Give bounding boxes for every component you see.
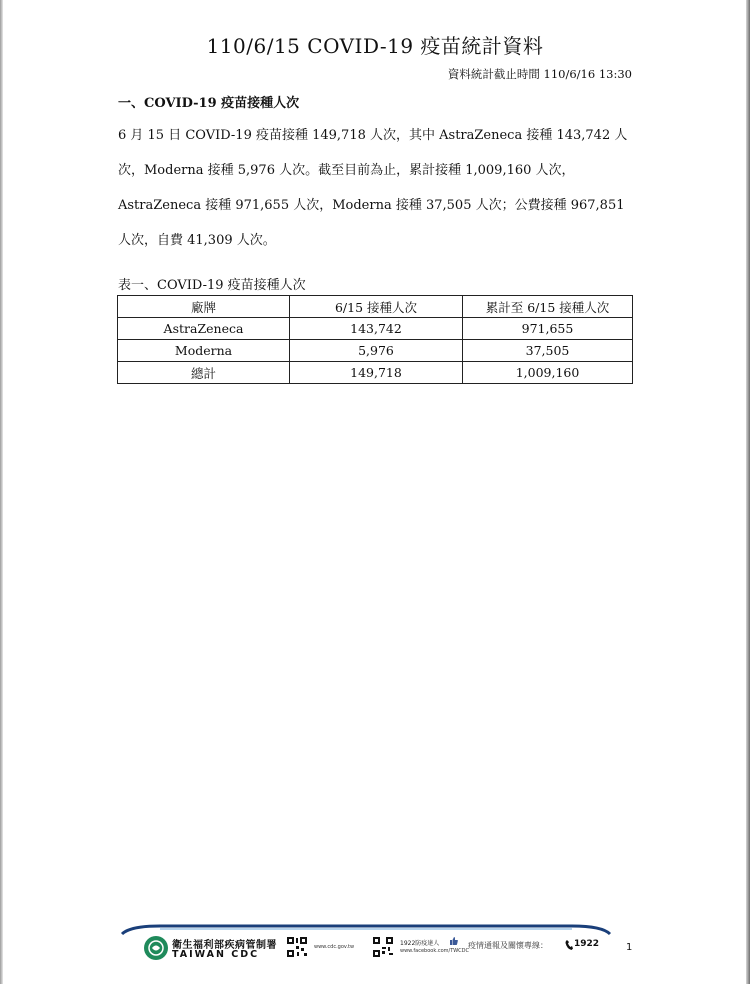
cell-brand: Moderna <box>118 340 290 362</box>
header-cumulative: 累計至 6/15 接種人次 <box>463 296 633 318</box>
thumbs-up-icon <box>450 937 458 945</box>
data-cutoff-time: 資料統計截止時間 110/6/16 13:30 <box>447 67 632 81</box>
page-footer <box>120 922 612 966</box>
section-heading: 一、COVID-19 疫苗接種人次 <box>118 96 300 111</box>
summary-paragraph: 6 月 15 日 COVID-19 疫苗接種 149,718 人次，其中 AstraZeneca 接種 143,742 人次，Moderna 接種 5,976 人次。截至目前為止，累計接種 1,009,160 人次，AstraZeneca 接種 971,655 人次，Moderna 接種 37,505 人次；公費接種 967,851 人次，自費 41,309 人次。 <box>118 128 628 248</box>
taiwan-cdc-logo-icon <box>144 936 168 960</box>
table-row <box>118 318 633 340</box>
org-name-cn: 衛生福利部疾病管制署 <box>172 940 277 951</box>
footer-arc-decoration <box>120 922 612 936</box>
cell-brand: 總計 <box>118 362 290 384</box>
document-title: 110/6/15 COVID-19 疫苗統計資料 <box>206 34 544 58</box>
vaccination-table <box>117 295 633 384</box>
facebook-url: www.facebook.com/TWCDC <box>400 948 470 954</box>
cell-daily: 143,742 <box>290 318 463 340</box>
page-edge-left <box>0 0 3 984</box>
app-qr-code-icon <box>372 936 394 958</box>
website-url: www.cdc.gov.tw <box>314 944 355 950</box>
hotline-number: 1922 <box>574 939 600 949</box>
table-row <box>118 340 633 362</box>
page-number: 1 <box>626 942 633 953</box>
table-caption: 表一、COVID-19 疫苗接種人次 <box>118 278 306 293</box>
header-brand: 廠牌 <box>118 296 290 318</box>
cell-daily: 5,976 <box>290 340 463 362</box>
cell-cumulative: 37,505 <box>463 340 633 362</box>
cell-cumulative: 971,655 <box>463 318 633 340</box>
phone-icon <box>565 940 573 950</box>
org-name-en: TAIWAN CDC <box>172 949 260 960</box>
header-daily: 6/15 接種人次 <box>290 296 463 318</box>
hotline-label: 疫情通報及關懷專線： <box>468 941 548 950</box>
hotline-app-label: 1922防疫達人 <box>400 940 440 947</box>
table-row-total <box>118 362 633 384</box>
website-qr-code-icon <box>286 936 308 958</box>
cell-brand: AstraZeneca <box>118 318 290 340</box>
table-header-row <box>118 296 633 318</box>
page-edge-right <box>746 0 750 984</box>
cell-cumulative: 1,009,160 <box>463 362 633 384</box>
cell-daily: 149,718 <box>290 362 463 384</box>
